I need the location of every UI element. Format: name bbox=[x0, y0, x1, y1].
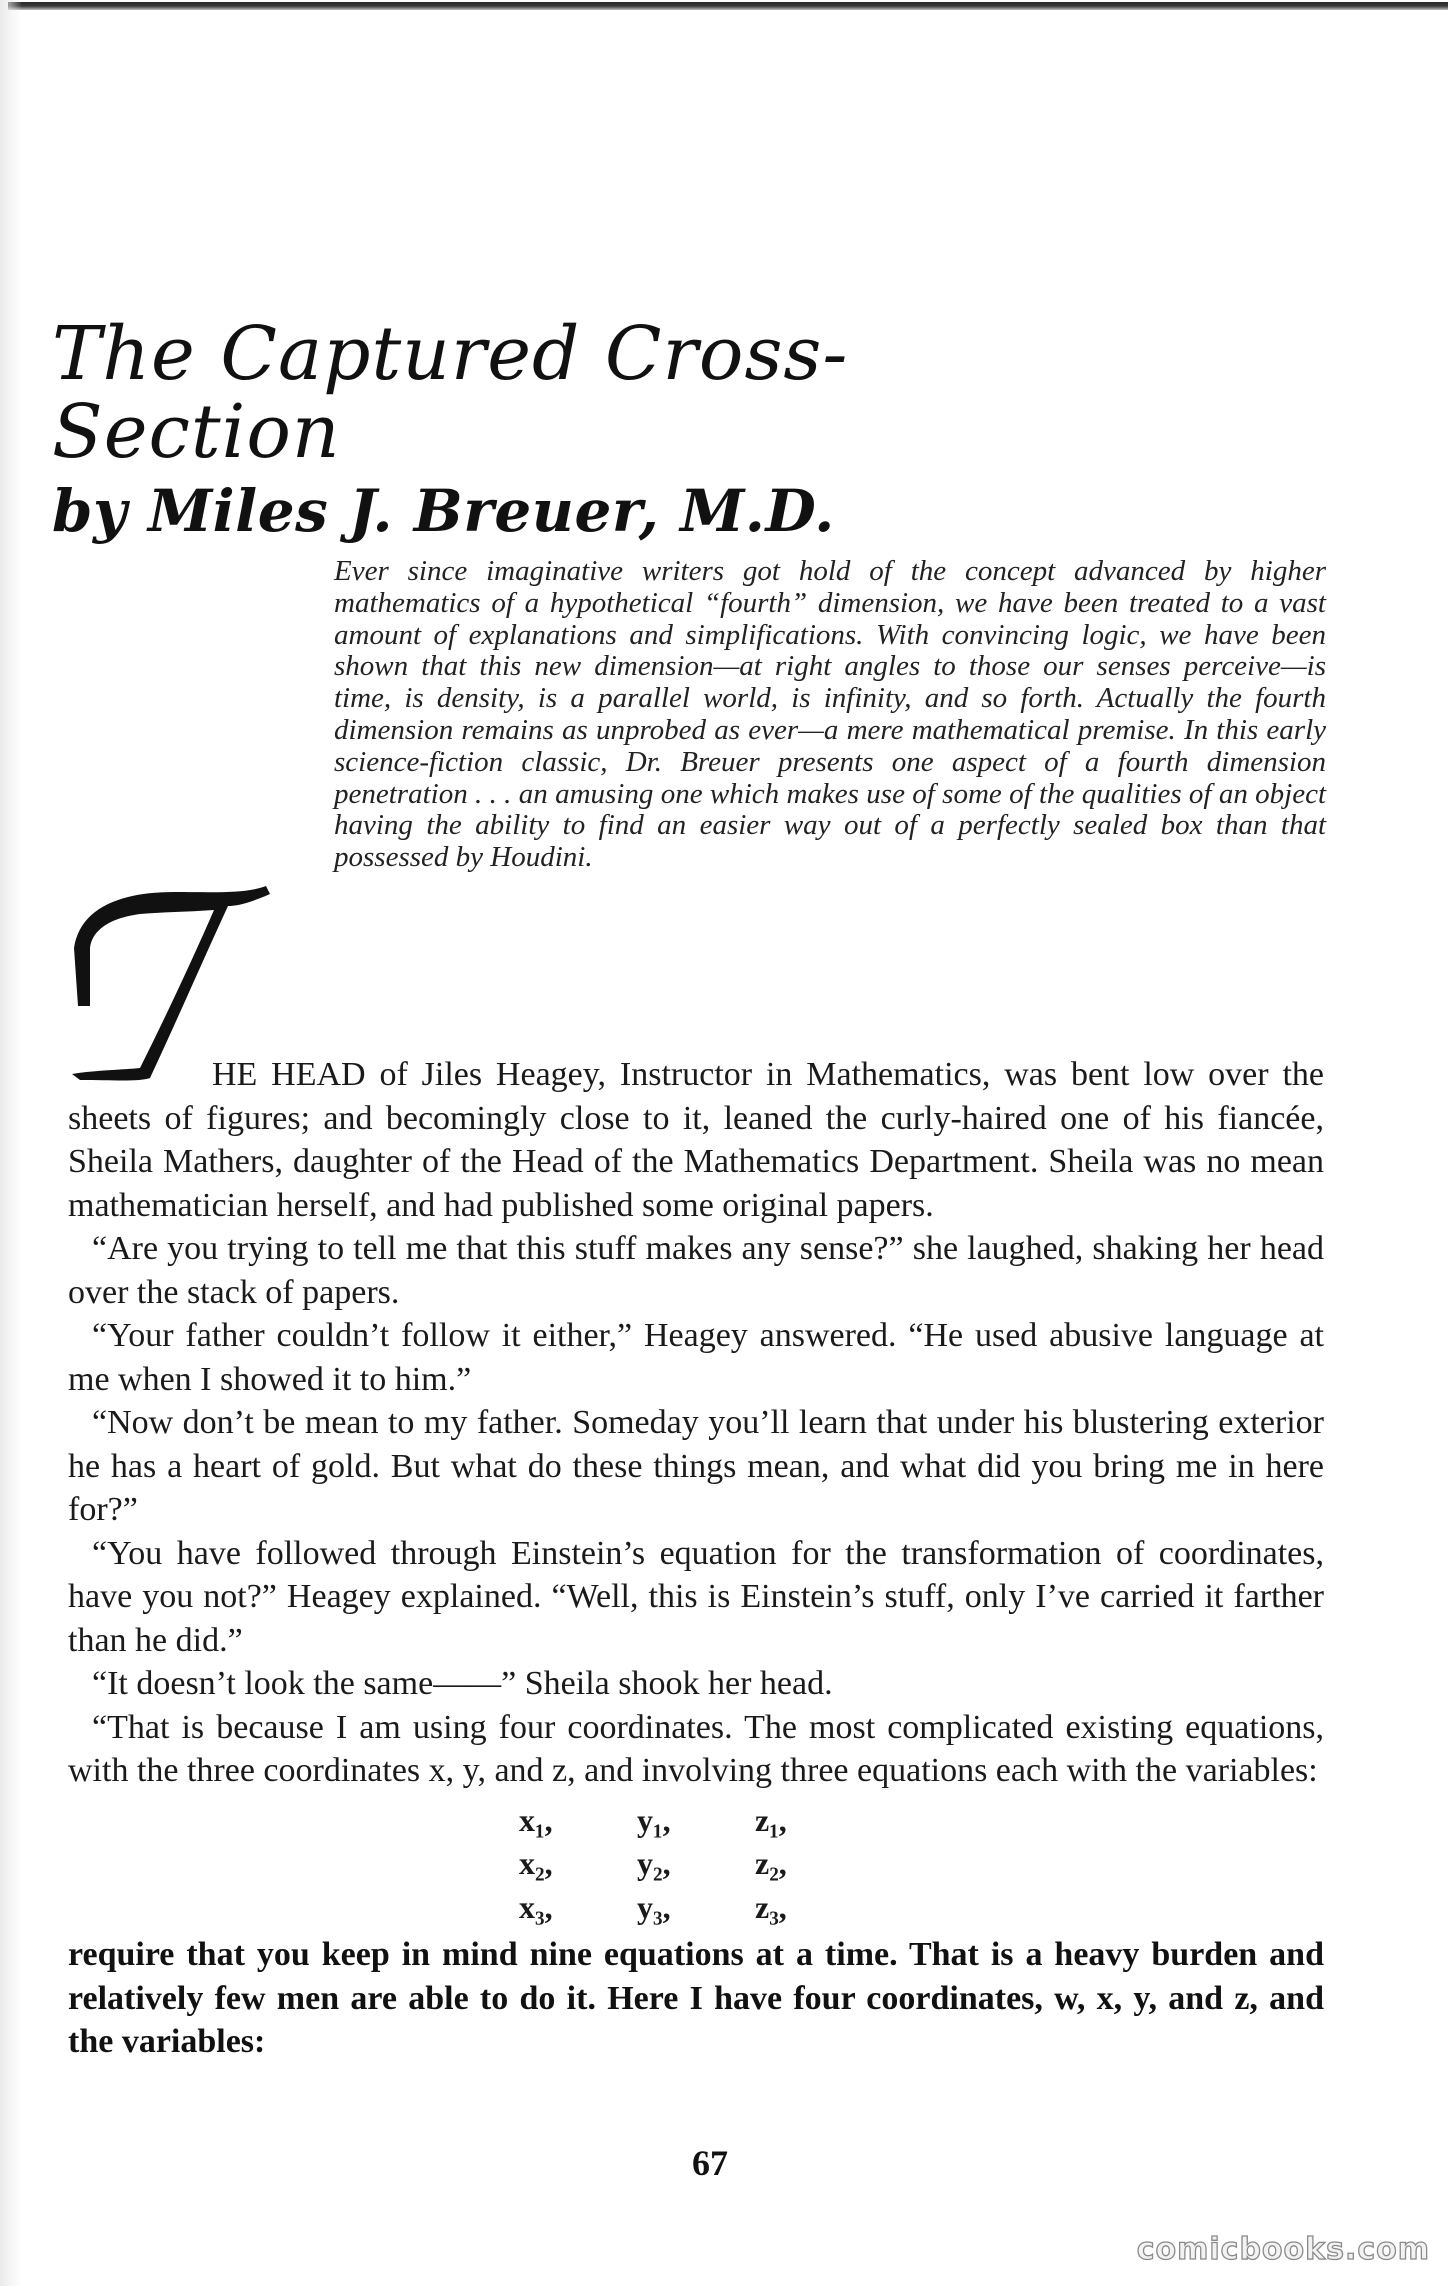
variable-cell: y₂, bbox=[637, 1845, 671, 1881]
variable-row bbox=[68, 1799, 1324, 1843]
page-number: 67 bbox=[692, 2143, 728, 2183]
variable-table bbox=[68, 1799, 1324, 1930]
variable-cell: x₃, bbox=[519, 1888, 553, 1925]
story-paragraph: “Now don’t be mean to my father. Someday you’ll learn that under his blustering exterior he has a heart of gold. But what do these things mean, and what did you bring me in here for?” bbox=[68, 1404, 1324, 1528]
variable-cell: y₃, bbox=[637, 1888, 671, 1925]
author-byline: by Miles J. Breuer, M.D. bbox=[52, 477, 835, 546]
story-paragraph: HE HEAD of Jiles Heagey, Instructor in Mathematics, was bent low over the sheets of figures; and becomingly close to it, leaned the curly-haired one of his fiancée, Sheila Mathers, daughter of the Head of the Mathematics Department. Sheila was no mean mathematician herself, and had published some original papers. bbox=[68, 1056, 1324, 1224]
variable-cell: z₁, bbox=[755, 1801, 787, 1838]
variable-cell: x₂, bbox=[519, 1845, 553, 1881]
variable-cell: y₁, bbox=[637, 1801, 671, 1838]
variable-cell: z₂, bbox=[755, 1845, 787, 1881]
story-paragraph: “Are you trying to tell me that this stuff makes any sense?” she laughed, shaking her head over the stack of papers. bbox=[68, 1230, 1324, 1311]
variable-row bbox=[68, 1886, 1324, 1930]
variable-cell: z₃, bbox=[755, 1888, 787, 1925]
watermark-text: comicbooks.com bbox=[1136, 2232, 1430, 2267]
variable-row bbox=[68, 1842, 1324, 1886]
story-title: The Captured Cross-Section bbox=[52, 311, 849, 475]
variable-cell: x₁, bbox=[519, 1801, 553, 1838]
story-paragraph: require that you keep in mind nine equations at a time. That is a heavy burden and relatively few men are able to do it. Here I have four coordinates, w, x, y, and z, and the variables: bbox=[68, 1936, 1324, 2060]
title-block bbox=[52, 311, 1052, 546]
story-paragraph: “Your father couldn’t follow it either,” Heagey answered. “He used abusive language at me when I showed it to him.” bbox=[68, 1317, 1324, 1398]
top-border-rule bbox=[8, 2, 1448, 10]
story-body bbox=[68, 1053, 1324, 2064]
story-paragraph: “That is because I am using four coordinates. The most complicated existing equations, with the three coordinates x, y, and z, and involving three equations each with the variables: bbox=[68, 1708, 1324, 1789]
story-paragraph: “You have followed through Einstein’s equation for the transformation of coordinates, have you not?” Heagey explained. “Well, this is Einstein’s stuff, only I’ve carried it farther than he did.” bbox=[68, 1534, 1324, 1659]
editorial-introduction: Ever since imaginative writers got hold of the concept advanced by higher mathematics of a hypothetical “fourth” dimension, we have been treated to a vast amount of explanations and simplifications. With convincing logic, we have been shown that this new dimension—at right angles to those our senses perceive—is time, is density, is a parallel world, is infinity, and so forth. Actually the fourth dimension remains as unprobed as ever—a mere mathematical premise. In this early science-fiction classic, Dr. Breuer presents one aspect of a fourth dimension penetration . . . an amusing one which makes use of some of the qualities of an object having the ability to find an easier way out of a perfectly sealed box than that possessed by Houdini. bbox=[334, 555, 1326, 874]
story-paragraph: “It doesn’t look the same——” Sheila shook her head. bbox=[92, 1665, 833, 1702]
page-edge-shadow bbox=[0, 0, 22, 2286]
